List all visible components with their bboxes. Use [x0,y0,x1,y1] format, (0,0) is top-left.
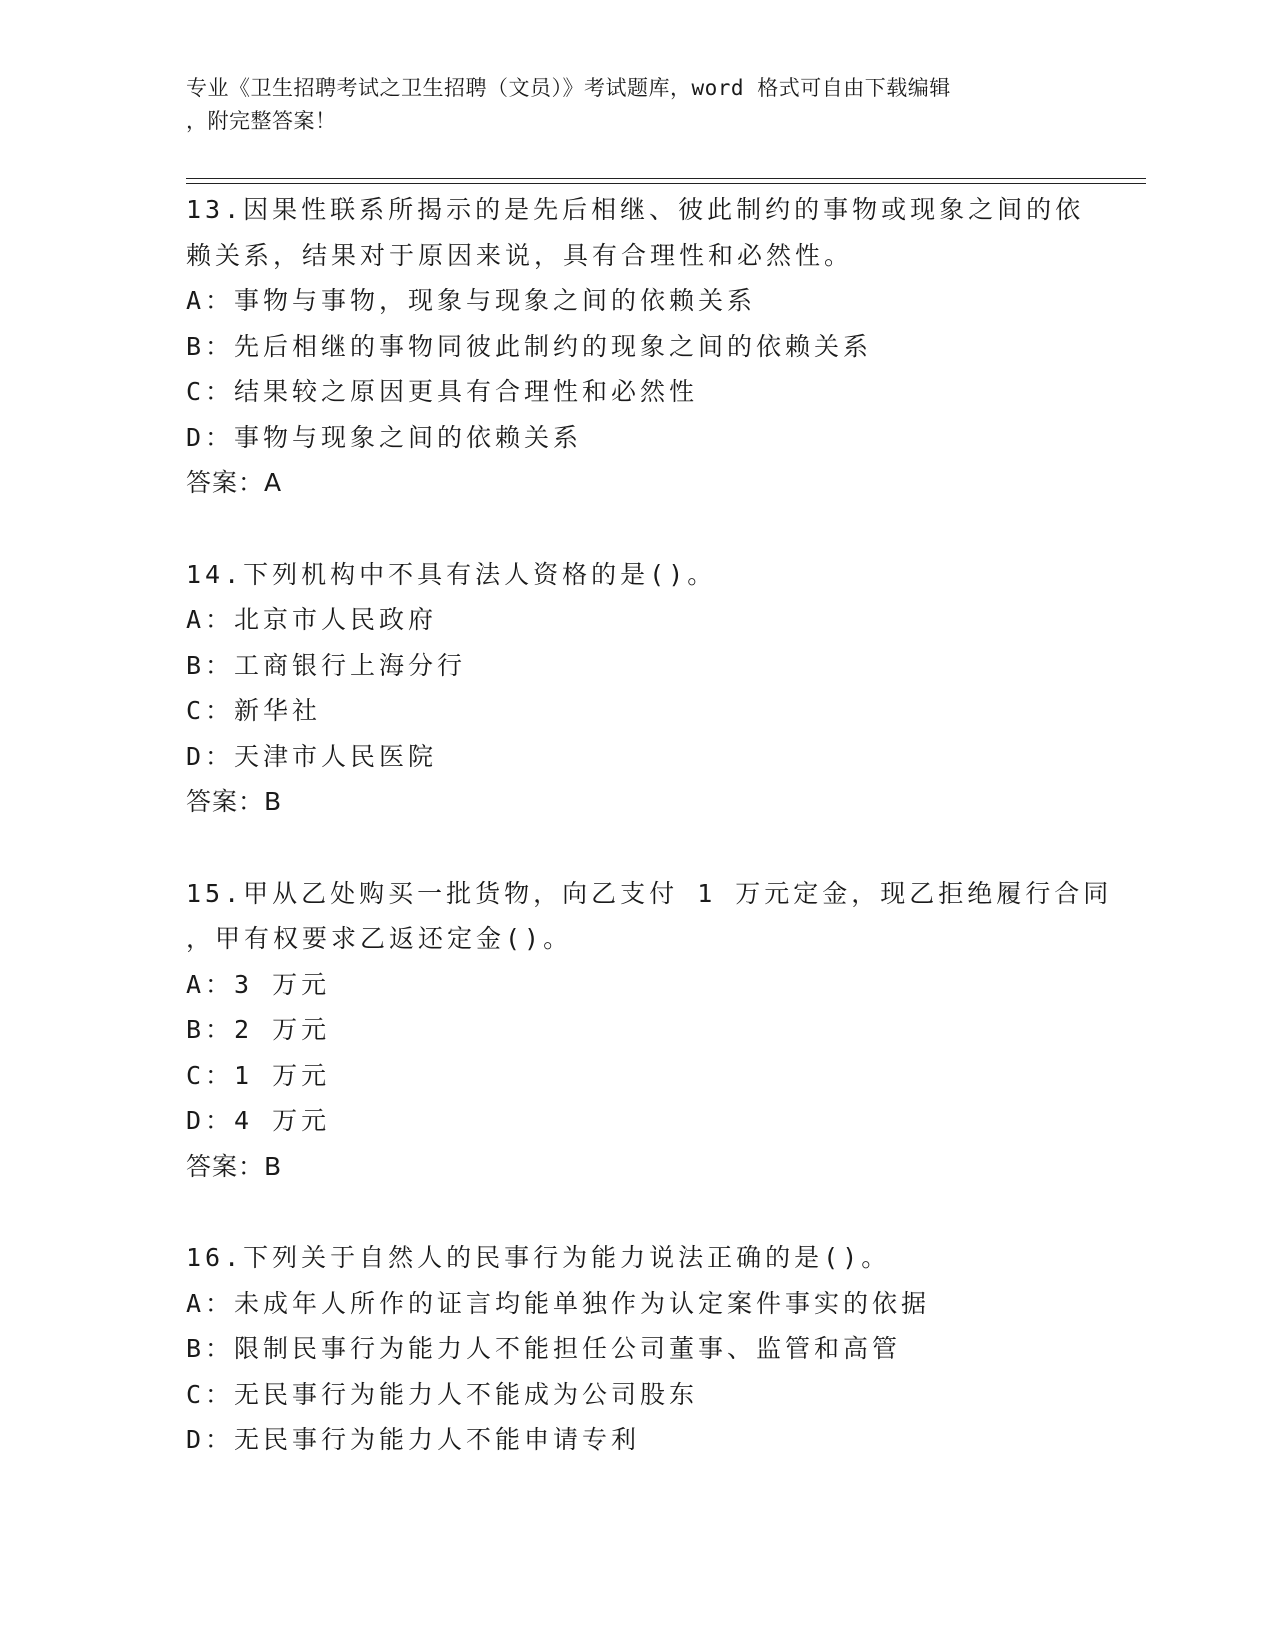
question-14 [186,552,1086,825]
option-c: C：结果较之原因更具有合理性和必然性 [186,377,699,406]
question-spacer [186,825,1086,871]
header-line: ，附完整答案！ [186,109,337,133]
question-spacer [186,506,1086,552]
document-header-note [186,72,1066,138]
question-stem-line: 13.因果性联系所揭示的是先后相继、彼此制约的事物或现象之间的依 [186,195,1085,224]
question-stem-line: 14.下列机构中不具有法人资格的是()。 [186,559,717,589]
answer-line: 答案：A [186,468,283,497]
option-d: D：天津市人民医院 [186,741,438,771]
header-line: 专业《卫生招聘考试之卫生招聘（文员）》考试题库，word 格式可自由下载编辑 [186,76,951,100]
option-c: C：新华社 [186,696,322,725]
question-stem-line: ，甲有权要求乙返还定金()。 [186,924,573,953]
option-a: A：北京市人民政府 [186,605,438,634]
answer-line: 答案：B [186,787,283,816]
option-d: D：无民事行为能力人不能申请专利 [186,1425,641,1454]
option-c: C：无民事行为能力人不能成为公司股东 [186,1379,699,1409]
header-divider-top [186,178,1146,179]
option-b: B：先后相继的事物同彼此制约的现象之间的依赖关系 [186,331,873,361]
question-spacer [186,1189,1086,1235]
option-d: D：4 万元 [186,1106,331,1135]
header-divider-bottom [186,183,1146,184]
option-b: B：2 万元 [186,1015,331,1044]
option-a: A：3 万元 [186,969,331,999]
question-16 [186,1235,1086,1463]
option-b: B：工商银行上海分行 [186,650,467,680]
question-15 [186,871,1113,1190]
answer-line: 答案：B [186,1151,283,1181]
question-13 [186,187,1086,506]
option-d: D：事物与现象之间的依赖关系 [186,422,583,452]
option-b: B：限制民事行为能力人不能担任公司董事、监管和高管 [186,1334,902,1363]
question-stem-line: 16.下列关于自然人的民事行为能力说法正确的是()。 [186,1243,891,1272]
option-c: C：1 万元 [186,1060,331,1090]
question-stem-line: 15.甲从乙处购买一批货物，向乙支付 1 万元定金，现乙拒绝履行合同 [186,878,1113,908]
option-a: A：事物与事物，现象与现象之间的依赖关系 [186,286,757,315]
question-stem-line: 赖关系，结果对于原因来说，具有合理性和必然性。 [186,240,854,270]
option-a: A：未成年人所作的证言均能单独作为认定案件事实的依据 [186,1288,931,1318]
question-list [186,187,1113,1463]
